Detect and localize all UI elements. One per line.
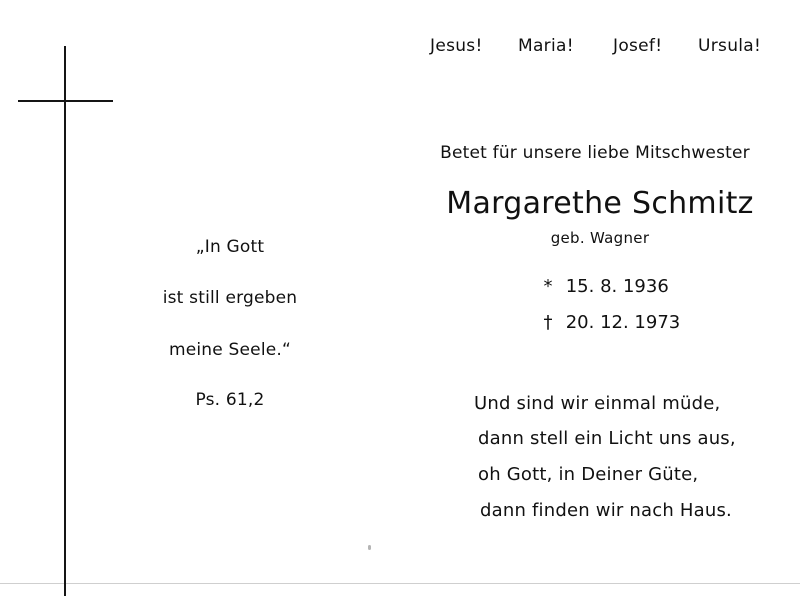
cross-vertical-bar [64, 46, 66, 596]
birth-date: 15. 8. 1936 [565, 276, 669, 297]
birth-name: geb. Wagner [550, 229, 650, 247]
invocation-ursula: Ursula! [698, 36, 762, 56]
invocation-maria: Maria! [518, 36, 574, 56]
death-date: 20. 12. 1973 [565, 312, 681, 333]
poem-line-4: dann finden wir nach Haus. [480, 500, 732, 521]
quote-line-2: ist still ergeben [162, 288, 298, 308]
paper-speck [368, 545, 371, 550]
cross-horizontal-bar [18, 100, 113, 102]
quote-reference: Ps. 61,2 [195, 390, 265, 410]
invocation-jesus: Jesus! [430, 36, 483, 56]
quote-line-3: meine Seele.“ [168, 340, 292, 360]
poem-line-3: oh Gott, in Deiner Güte, [478, 464, 699, 485]
invocation-josef: Josef! [613, 36, 663, 56]
poem-line-1: Und sind wir einmal müde, [474, 393, 721, 414]
death-date-row [536, 312, 680, 333]
death-cross-icon: † [543, 312, 553, 333]
scan-edge [0, 583, 800, 584]
birth-star-icon: * [543, 276, 553, 297]
poem-line-2: dann stell ein Licht uns aus, [478, 428, 736, 449]
intro-line: Betet für unsere liebe Mitschwester [440, 143, 750, 163]
birth-date-row [536, 276, 669, 297]
quote-line-1: „In Gott [195, 237, 265, 257]
deceased-name: Margarethe Schmitz [446, 186, 754, 221]
